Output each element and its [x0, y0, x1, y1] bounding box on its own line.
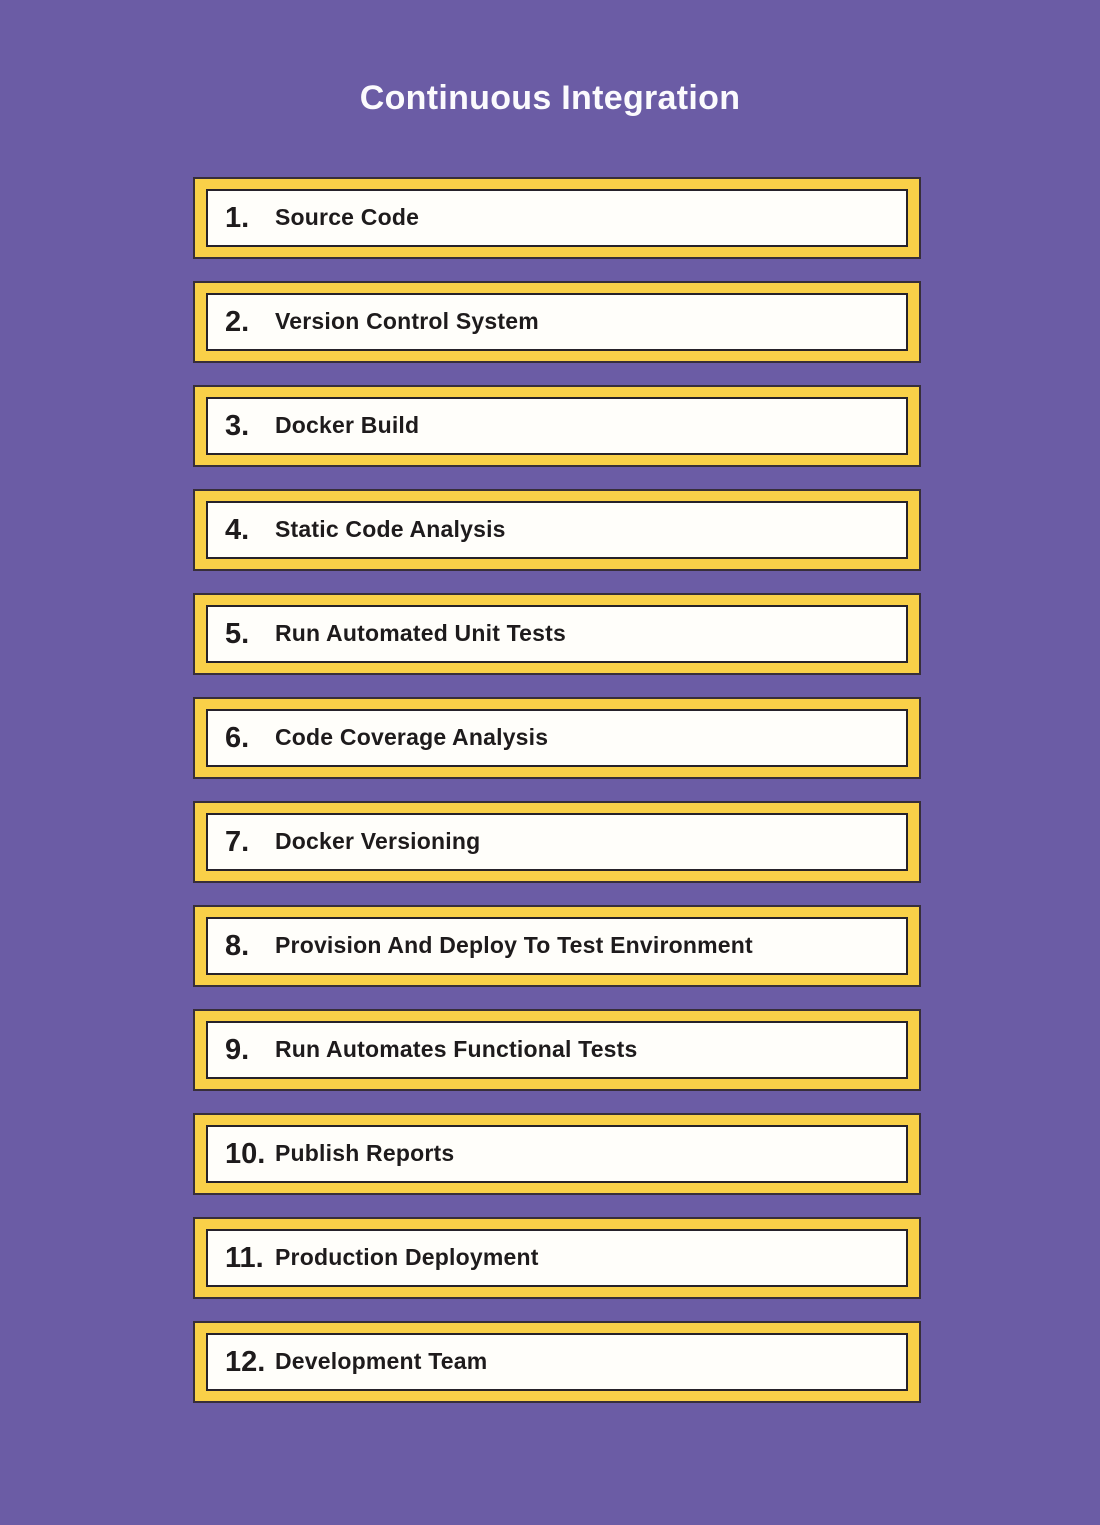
step-inner — [206, 917, 908, 975]
step-inner — [206, 189, 908, 247]
step-number: 5. — [225, 617, 250, 650]
step-label: Docker Build — [275, 411, 420, 438]
step-inner — [206, 709, 908, 767]
step-number: 7. — [225, 825, 250, 858]
step-number: 9. — [225, 1033, 250, 1066]
step-box-1 — [193, 177, 921, 259]
steps-list — [193, 177, 921, 1425]
step-label: Code Coverage Analysis — [275, 723, 549, 750]
step-label: Run Automated Unit Tests — [275, 619, 567, 646]
step-box-11 — [193, 1217, 921, 1299]
step-box-7 — [193, 801, 921, 883]
step-box-10 — [193, 1113, 921, 1195]
step-inner — [206, 1333, 908, 1391]
step-label: Source Code — [275, 203, 420, 230]
step-box-6 — [193, 697, 921, 779]
step-label: Run Automates Functional Tests — [275, 1035, 638, 1062]
step-number: 10. — [225, 1137, 266, 1170]
step-label: Version Control System — [275, 307, 539, 334]
step-number: 12. — [225, 1345, 266, 1378]
step-inner — [206, 293, 908, 351]
step-inner — [206, 1125, 908, 1183]
step-number: 2. — [225, 305, 250, 338]
step-inner — [206, 397, 908, 455]
step-number: 3. — [225, 409, 250, 442]
step-box-3 — [193, 385, 921, 467]
step-label: Production Deployment — [275, 1243, 539, 1270]
step-label: Development Team — [275, 1347, 488, 1374]
step-box-4 — [193, 489, 921, 571]
step-inner — [206, 813, 908, 871]
step-label: Provision And Deploy To Test Environment — [275, 931, 753, 958]
step-box-8 — [193, 905, 921, 987]
step-label: Publish Reports — [275, 1139, 455, 1166]
step-box-2 — [193, 281, 921, 363]
step-number: 11. — [225, 1241, 264, 1274]
step-inner — [206, 501, 908, 559]
step-label: Docker Versioning — [275, 827, 481, 854]
step-box-12 — [193, 1321, 921, 1403]
step-box-9 — [193, 1009, 921, 1091]
step-label: Static Code Analysis — [275, 515, 506, 542]
step-number: 8. — [225, 929, 250, 962]
step-number: 1. — [225, 201, 250, 234]
step-box-5 — [193, 593, 921, 675]
step-inner — [206, 605, 908, 663]
step-inner — [206, 1229, 908, 1287]
step-inner — [206, 1021, 908, 1079]
step-number: 4. — [225, 513, 250, 546]
step-number: 6. — [225, 721, 250, 754]
page-title: Continuous Integration — [359, 79, 741, 117]
